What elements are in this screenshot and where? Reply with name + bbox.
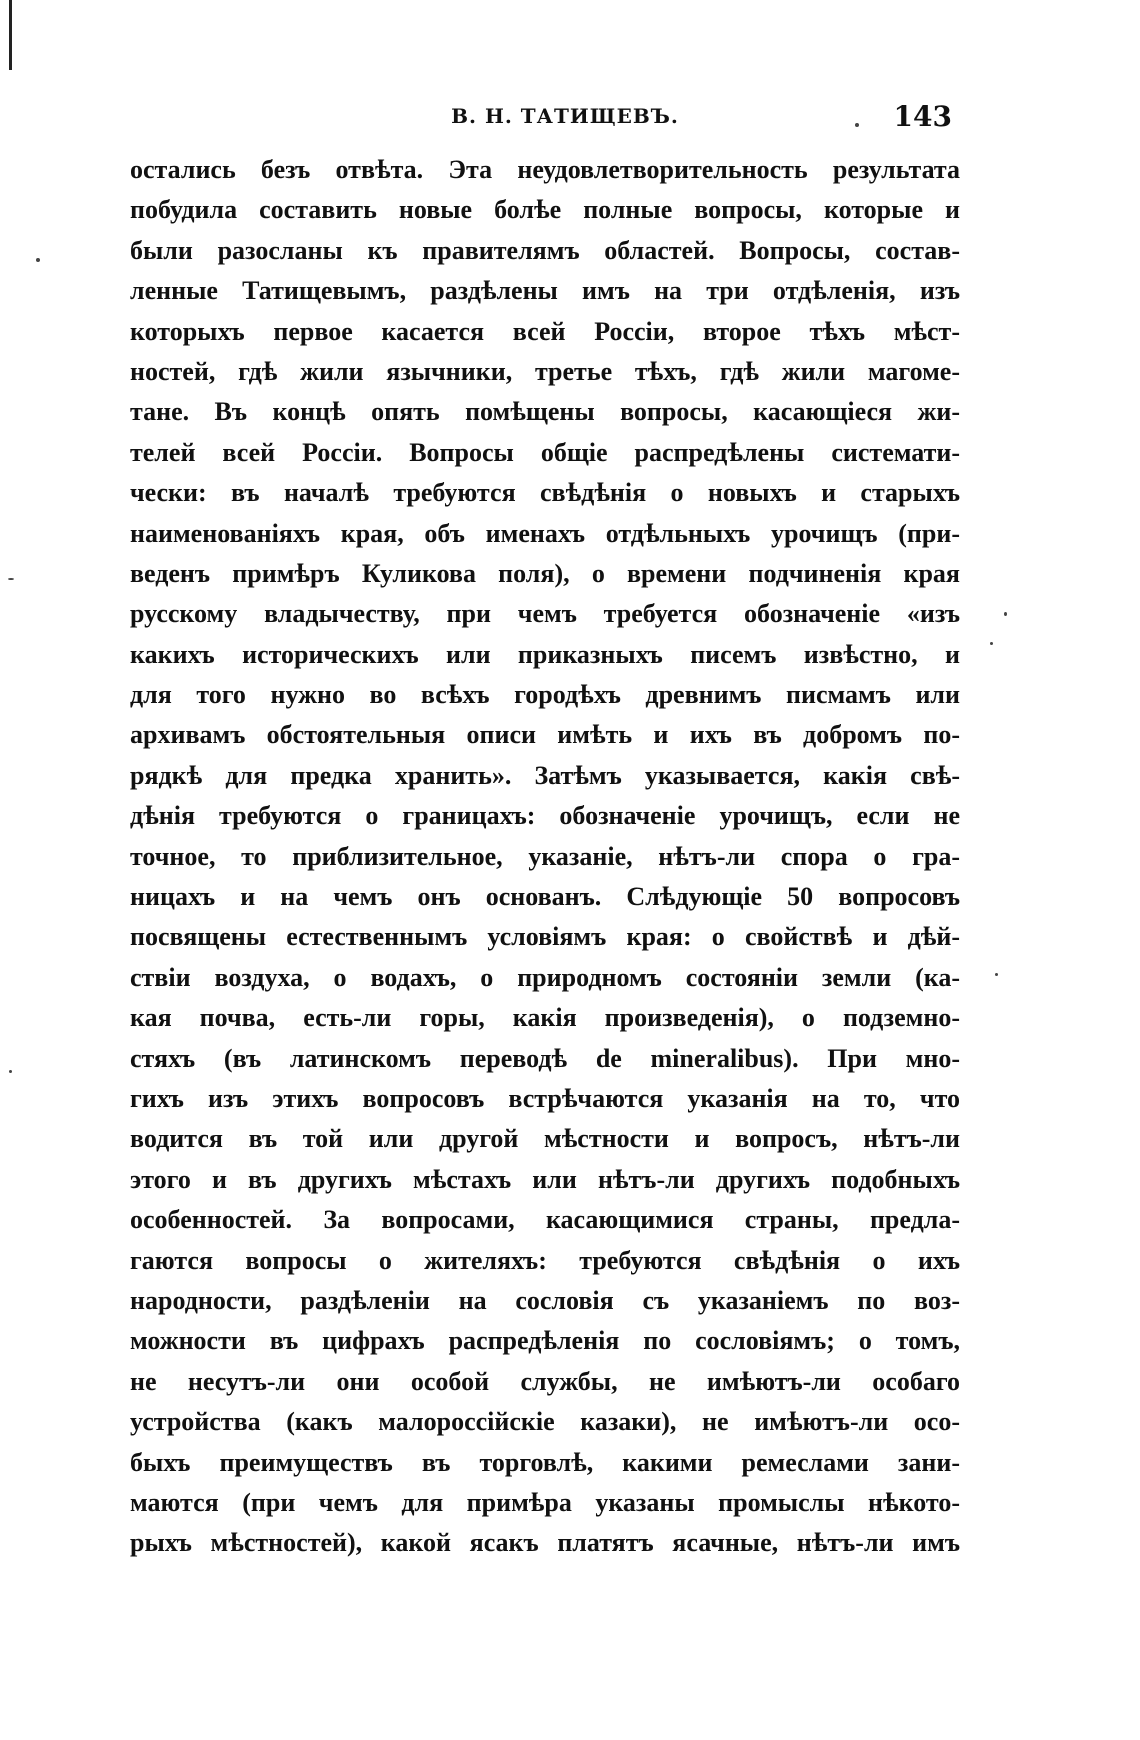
text-line: гаются вопросы о жителяхъ: требуются свѣдѣнія о ихъ [130,1245,960,1275]
text-line: были разосланы къ правителямъ областей. Вопросы, состав- [130,235,960,265]
binding-edge-mark [9,0,12,70]
text-line: не несутъ-ли они особой службы, не имѣютъ-ли особаго [130,1366,960,1396]
text-line: ленные Татищевымъ, раздѣлены имъ на три отдѣленія, изъ [130,276,960,306]
text-line: можности въ цифрахъ распредѣленія по сословіямъ; о томъ, [130,1326,960,1356]
text-line: наименованіяхъ края, объ именахъ отдѣльныхъ урочищъ (при- [130,518,960,548]
text-line: быхъ преимуществъ въ торговлѣ, какими ремеслами зани- [130,1447,960,1477]
text-line: посвящены естественнымъ условіямъ края: о свойствѣ и дѣй- [130,922,960,952]
text-line: рядкѣ для предка хранить». Затѣмъ указывается, какія свѣ- [130,760,960,790]
scan-speck [855,123,859,127]
text-line: ностей, гдѣ жили язычники, третье тѣхъ, гдѣ жили магоме- [130,356,960,386]
text-line: точное, то приблизительное, указаніе, нѣтъ-ли спора о гра- [130,841,960,871]
text-line: кая почва, есть-ли горы, какія произведенія), о подземно- [130,1003,960,1033]
scan-speck [990,642,993,645]
text-line: ницахъ и на чемъ онъ основанъ. Слѣдующіе 50 вопросовъ [130,882,960,912]
text-line: остались безъ отвѣта. Эта неудовлетворительность результата [130,155,960,184]
text-line: русскому владычеству, при чемъ требуется обозначеніе «изъ [130,599,960,629]
text-line: дѣнія требуются о границахъ: обозначеніе урочищъ, если не [130,801,960,831]
running-title: В. Н. ТАТИЩЕВЪ. [451,104,679,128]
text-line: телей всей Россіи. Вопросы общіе распредѣлены системати- [130,437,960,467]
text-line: для того нужно во всѣхъ городѣхъ древнимъ писмамъ или [130,680,960,710]
text-line: какихъ историческихъ или приказныхъ писемъ извѣстно, и [130,639,960,669]
text-line: рыхъ мѣстностей), какой ясакъ платятъ ясачные, нѣтъ-ли имъ [130,1528,960,1558]
text-line: народности, раздѣленіи на сословія съ указаніемъ по воз- [130,1285,960,1315]
text-line: побудила составить новые болѣе полные вопросы, которые и [130,195,960,225]
text-line: маются (при чемъ для примѣра указаны промыслы нѣкото- [130,1487,960,1517]
scan-speck [36,258,40,262]
text-line: устройства (какъ малороссійскіе казаки), не имѣютъ-ли осо- [130,1407,960,1437]
text-line: этого и въ другихъ мѣстахъ или нѣтъ-ли другихъ подобныхъ [130,1164,960,1194]
text-line: веденъ примѣръ Куликова поля), о времени подчиненія края [130,558,960,588]
text-line: водится въ той или другой мѣстности и вопросъ, нѣтъ-ли [130,1124,960,1154]
text-line: ствіи воздуха, о водахъ, о природномъ состояніи земли (ка- [130,962,960,992]
scan-speck [9,1070,12,1073]
text-line: которыхъ первое касается всей Россіи, второе тѣхъ мѣст- [130,316,960,346]
text-line: стяхъ (въ латинскомъ переводѣ de mineralibus). При мно- [130,1043,960,1073]
body-text [130,150,960,1564]
scan-speck [995,973,998,976]
running-head [130,100,960,140]
text-line: гихъ изъ этихъ вопросовъ встрѣчаются указанія на то, что [130,1083,960,1113]
text-line: чески: въ началѣ требуются свѣдѣнія о новыхъ и старыхъ [130,478,960,508]
text-line: архивамъ обстоятельныя описи имѣть и ихъ въ добромъ по- [130,720,960,750]
text-line: особенностей. За вопросами, касающимися страны, предла- [130,1205,960,1235]
scan-speck [8,578,14,580]
text-line: тане. Въ концѣ опять помѣщены вопросы, касающіеся жи- [130,397,960,427]
page-number: 143 [893,100,952,133]
scan-speck [1004,612,1007,616]
